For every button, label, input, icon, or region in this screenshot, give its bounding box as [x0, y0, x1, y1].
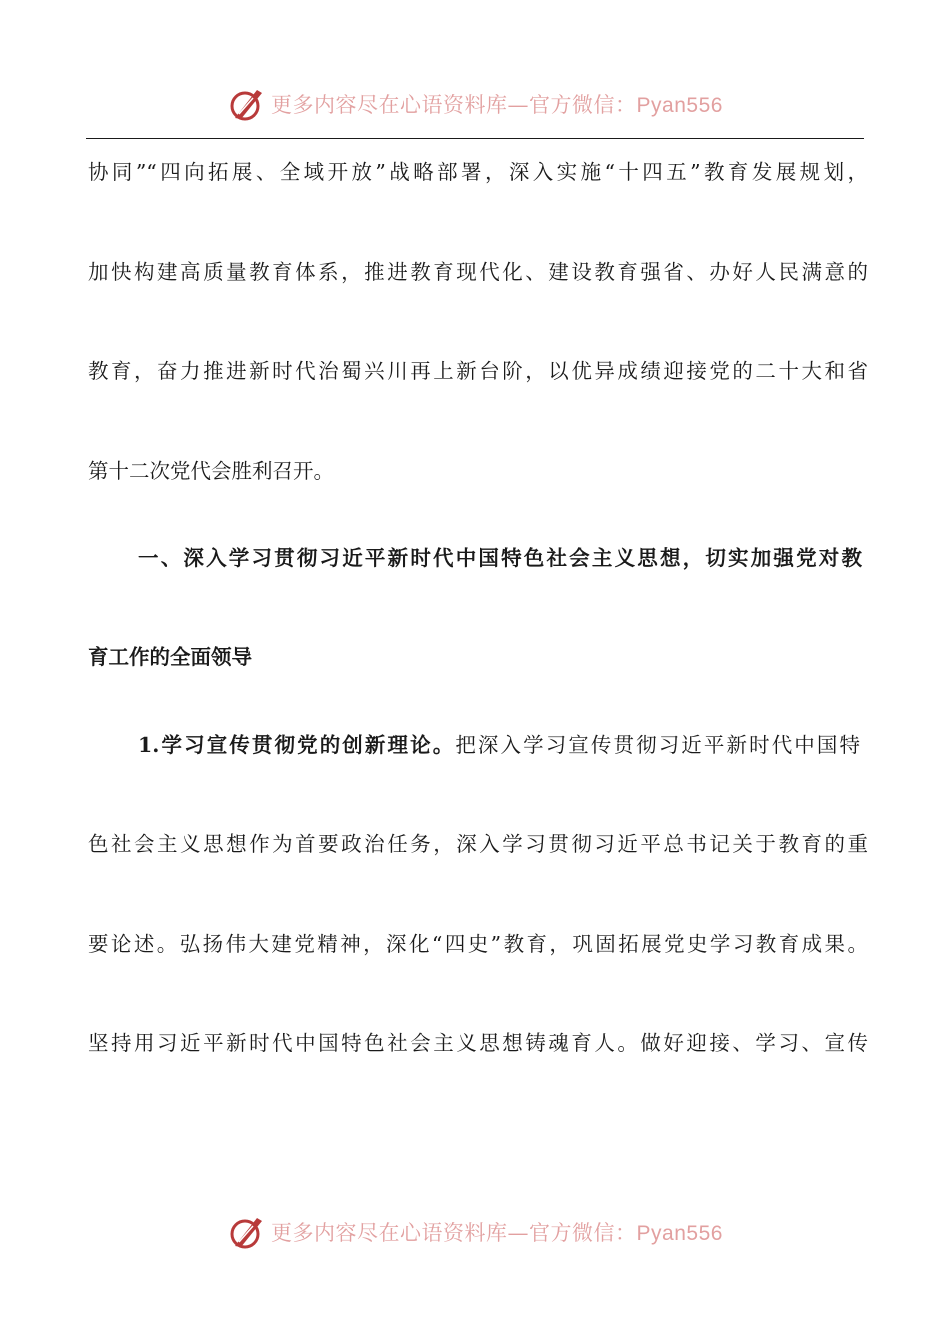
paragraph-line: 要论述。弘扬伟大建党精神，深化“四史”教育，巩固拓展党史学习教育成果。 [88, 932, 868, 956]
paragraph-line: 色社会主义思想作为首要政治任务，深入学习贯彻习近平总书记关于教育的重 [88, 832, 868, 856]
header-rule [86, 138, 864, 139]
item-lead: 1.学习宣传贯彻党的创新理论。 [138, 733, 456, 757]
quill-pen-logo-icon [227, 1212, 267, 1252]
paragraph-line: 教育，奋力推进新时代治蜀兴川再上新台阶，以优异成绩迎接党的二十大和省 [88, 359, 868, 383]
item-first-line [138, 731, 860, 759]
quill-pen-logo-icon [227, 84, 267, 124]
watermark-text: 更多内容尽在心语资料库—官方微信：Pyan556 [271, 1221, 723, 1245]
paragraph-line: 加快构建高质量教育体系，推进教育现代化、建设教育强省、办好人民满意的 [88, 260, 868, 284]
paragraph-line: 坚持用习近平新时代中国特色社会主义思想铸魂育人。做好迎接、学习、宣传 [88, 1031, 868, 1055]
section-heading-line: 一、深入学习贯彻习近平新时代中国特色社会主义思想，切实加强党对教 [138, 546, 862, 570]
item-first-text: 把深入学习宣传贯彻习近平新时代中国特 [455, 733, 861, 757]
paragraph-line: 第十二次党代会胜利召开。 [88, 459, 334, 483]
footer-watermark [0, 1210, 950, 1254]
section-heading-line: 育工作的全面领导 [88, 645, 252, 669]
paragraph-line: 协同”“四向拓展、全域开放”战略部署，深入实施“十四五”教育发展规划， [88, 160, 868, 184]
watermark-text: 更多内容尽在心语资料库—官方微信：Pyan556 [271, 93, 723, 117]
header-watermark [0, 82, 950, 126]
